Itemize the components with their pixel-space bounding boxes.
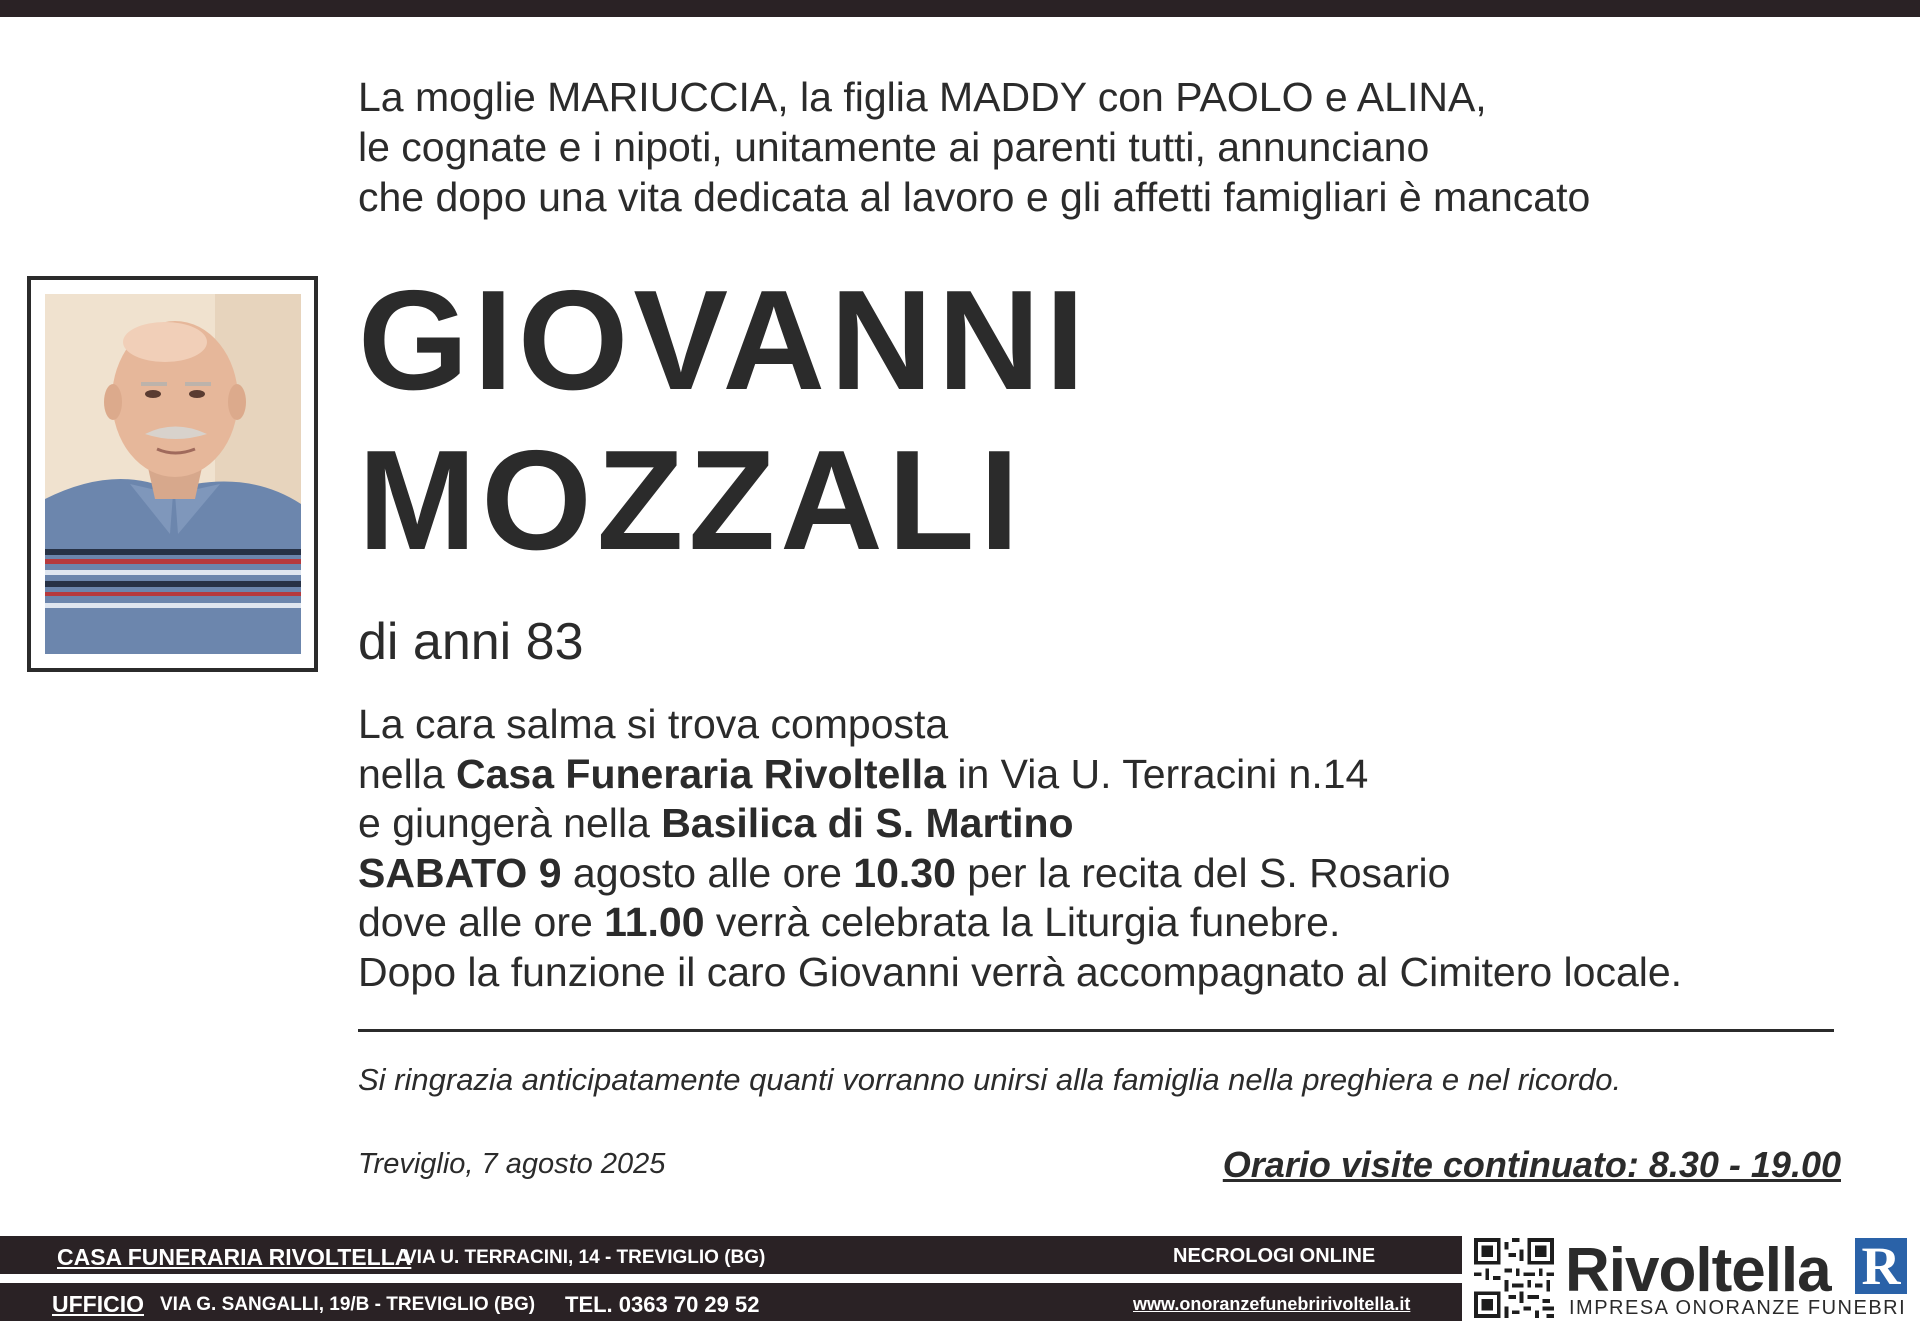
logo-wordmark: Rivoltella: [1565, 1236, 1831, 1305]
details-line: [358, 898, 1682, 948]
footer-funeral-home-address: VIA U. TERRACINI, 14 - TREVIGLIO (BG): [404, 1247, 766, 1268]
text-span: per la recita del S. Rosario: [955, 849, 1451, 896]
portrait-photo: [45, 294, 301, 654]
details-line: [358, 849, 1682, 899]
intro-line: La moglie MARIUCCIA, la figlia MADDY con PAOLO e ALINA,: [358, 74, 1487, 120]
deceased-first-name: GIOVANNI: [358, 261, 1090, 420]
footer-website-link[interactable]: www.onoranzefunebririvoltella.it: [1133, 1294, 1411, 1314]
divider: [358, 1029, 1834, 1032]
qr-code-icon[interactable]: [1474, 1238, 1554, 1318]
portrait-image: [45, 294, 301, 654]
text-span: agosto alle ore: [561, 849, 854, 896]
details-line: Dopo la funzione il caro Giovanni verrà accompagnato al Cimitero locale.: [358, 948, 1683, 995]
announcement-intro: [358, 72, 1808, 222]
portrait-frame: [27, 276, 318, 672]
footer-bar-office: [0, 1283, 1462, 1321]
funeral-details: [358, 700, 1682, 997]
church-name: Basilica di S. Martino: [661, 800, 1074, 846]
rosary-time: 10.30: [853, 849, 956, 896]
logo-mark: R: [1855, 1238, 1907, 1294]
text-span: dove alle ore: [358, 899, 605, 945]
visiting-hours: Orario visite continuato: 8.30 - 19.00: [1222, 1144, 1841, 1185]
footer-obituaries-label: NECROLOGI ONLINE: [1173, 1245, 1376, 1267]
funeral-day: SABATO 9: [358, 849, 562, 896]
details-line: La cara salma si trova composta: [358, 701, 949, 747]
footer-bar-funeral-home: [0, 1236, 1462, 1274]
footer-phone: TEL. 0363 70 29 52: [565, 1292, 760, 1317]
funeral-home-name: Casa Funeraria Rivoltella: [456, 750, 946, 797]
deceased-last-name: MOZZALI: [358, 421, 1024, 580]
top-border: [0, 0, 1920, 17]
liturgy-time: 11.00: [604, 899, 705, 945]
text-span: nella: [358, 750, 457, 797]
deceased-age: di anni 83: [358, 613, 584, 671]
footer-funeral-home-name: CASA FUNERARIA RIVOLTELLA: [57, 1244, 412, 1270]
details-line: [358, 799, 1682, 849]
intro-line: le cognate e i nipoti, unitamente ai parenti tutti, annunciano: [358, 124, 1430, 170]
footer-office-label: UFFICIO: [52, 1291, 144, 1317]
text-span: e giungerà nella: [358, 800, 662, 846]
logo-subtitle: IMPRESA ONORANZE FUNEBRI: [1569, 1297, 1907, 1319]
thanks-note: Si ringrazia anticipatamente quanti vorranno unirsi alla famiglia nella preghiera e nel ricordo.: [358, 1062, 1622, 1097]
place-date: Treviglio, 7 agosto 2025: [358, 1148, 666, 1180]
footer-office-address: VIA G. SANGALLI, 19/B - TREVIGLIO (BG): [160, 1294, 536, 1315]
text-span: in Via U. Terracini n.14: [945, 750, 1369, 797]
intro-line: che dopo una vita dedicata al lavoro e gli affetti famigliari è mancato: [358, 174, 1591, 220]
rivoltella-logo: [1563, 1235, 1915, 1320]
text-span: verrà celebrata la Liturgia funebre.: [704, 899, 1341, 945]
details-line: [358, 750, 1682, 800]
